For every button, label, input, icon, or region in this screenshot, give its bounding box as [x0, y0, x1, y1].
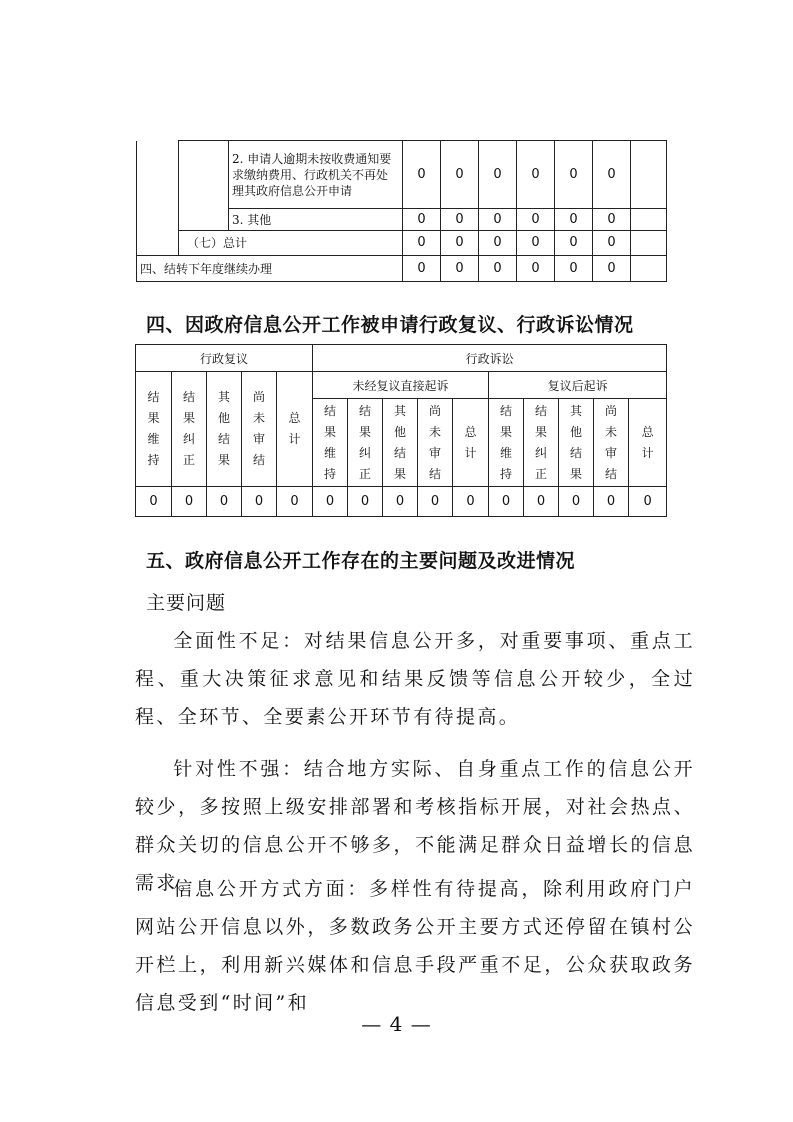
review-litigation-table	[135, 344, 667, 517]
row-label: 四、结转下年度继续办理	[137, 256, 403, 282]
table-cell: 0	[593, 141, 631, 209]
table-cell: 0	[441, 231, 479, 256]
table-cell: 0	[242, 487, 277, 517]
col-header: 其他结果	[383, 399, 418, 487]
paragraph: 信息公开方式方面：多样性有待提高，除利用政府门户网站公开信息以外，多数政务公开主要方式还停留在镇村公开栏上，利用新兴媒体和信息手段严重不足，公众获取政务信息受到“时间”和	[135, 878, 695, 1014]
col-header: 结果纠正	[172, 372, 207, 487]
col-header: 总计	[453, 399, 489, 487]
table-cell: 0	[555, 141, 593, 209]
row-label: 2. 申请人逾期未按收费通知要求缴纳费用、行政机关不再处理其政府信息公开申请	[229, 141, 403, 209]
col-header: 总计	[629, 399, 667, 487]
table-cell: 0	[555, 256, 593, 282]
table-cell: 0	[555, 209, 593, 231]
table-cell: 0	[517, 231, 555, 256]
group-header-litigation: 行政诉讼	[313, 345, 667, 372]
table-cell: 0	[594, 487, 629, 517]
section-heading: 五、政府信息公开工作存在的主要问题及改进情况	[146, 550, 576, 572]
table-cell: 0	[403, 231, 441, 256]
table-cell: 0	[453, 487, 489, 517]
table-cell	[631, 141, 667, 209]
paragraph: 针对性不强：结合地方实际、自身重点工作的信息公开较少，多按照上级安排部署和考核指标开展，对社会热点、群众关切的信息公开不够多，不能满足群众日益增长的信息需求。	[135, 758, 695, 894]
disposition-table-continued	[136, 140, 667, 282]
col-header: 尚未审结	[418, 399, 453, 487]
table-cell: 0	[479, 231, 517, 256]
table-cell: 0	[403, 209, 441, 231]
table-cell: 0	[517, 209, 555, 231]
col-header: 总计	[277, 372, 313, 487]
table-cell	[631, 231, 667, 256]
table-cell: 0	[207, 487, 242, 517]
col-header: 尚未审结	[594, 399, 629, 487]
table-cell: 0	[524, 487, 559, 517]
table-cell: 0	[593, 209, 631, 231]
subgroup-header-direct: 未经复议直接起诉	[313, 372, 489, 399]
table-cell	[631, 256, 667, 282]
col-header: 结果纠正	[348, 399, 383, 487]
table-row	[137, 141, 667, 209]
table-row	[137, 231, 667, 256]
col-header: 尚未审结	[242, 372, 277, 487]
table-cell: 0	[418, 487, 453, 517]
table-cell: 0	[313, 487, 348, 517]
table-cell	[631, 209, 667, 231]
table-cell: 0	[489, 487, 524, 517]
table-cell: 0	[479, 141, 517, 209]
table-cell: 0	[277, 487, 313, 517]
table-header-row	[136, 372, 667, 399]
row-label: （七）总计	[179, 231, 403, 256]
table-cell: 0	[517, 141, 555, 209]
table-cell: 0	[403, 141, 441, 209]
table-cell: 0	[559, 487, 594, 517]
table-cell: 0	[479, 209, 517, 231]
table-cell: 0	[383, 487, 418, 517]
indent-cell	[137, 141, 179, 256]
section-heading: 四、因政府信息公开工作被申请行政复议、行政诉讼情况	[146, 314, 634, 336]
table-cell: 0	[441, 141, 479, 209]
table-row	[136, 487, 667, 517]
table-cell: 0	[441, 256, 479, 282]
paragraph: 全面性不足：对结果信息公开多，对重要事项、重点工程、重大决策征求意见和结果反馈等信息公开较少，全过程、全环节、全要素公开环节有待提高。	[135, 630, 695, 728]
table-cell: 0	[593, 231, 631, 256]
col-header: 结果维持	[136, 372, 172, 487]
group-header-review: 行政复议	[136, 345, 313, 372]
table-cell: 0	[441, 209, 479, 231]
col-header: 结果维持	[313, 399, 348, 487]
table-cell: 0	[555, 231, 593, 256]
table-header-row	[136, 345, 667, 372]
table-row	[137, 256, 667, 282]
subheading: 主要问题	[146, 592, 227, 614]
col-header: 其他结果	[207, 372, 242, 487]
table-cell: 0	[593, 256, 631, 282]
table-cell: 0	[479, 256, 517, 282]
col-header: 其他结果	[559, 399, 594, 487]
page-number: — 4 —	[361, 1012, 432, 1036]
table-cell: 0	[517, 256, 555, 282]
subgroup-header-after-review: 复议后起诉	[489, 372, 667, 399]
row-label: 3. 其他	[229, 209, 403, 231]
indent-cell	[179, 141, 229, 231]
table-cell: 0	[172, 487, 207, 517]
table-cell: 0	[629, 487, 667, 517]
col-header: 结果维持	[489, 399, 524, 487]
col-header: 结果纠正	[524, 399, 559, 487]
table-cell: 0	[136, 487, 172, 517]
table-cell: 0	[348, 487, 383, 517]
table-cell: 0	[403, 256, 441, 282]
